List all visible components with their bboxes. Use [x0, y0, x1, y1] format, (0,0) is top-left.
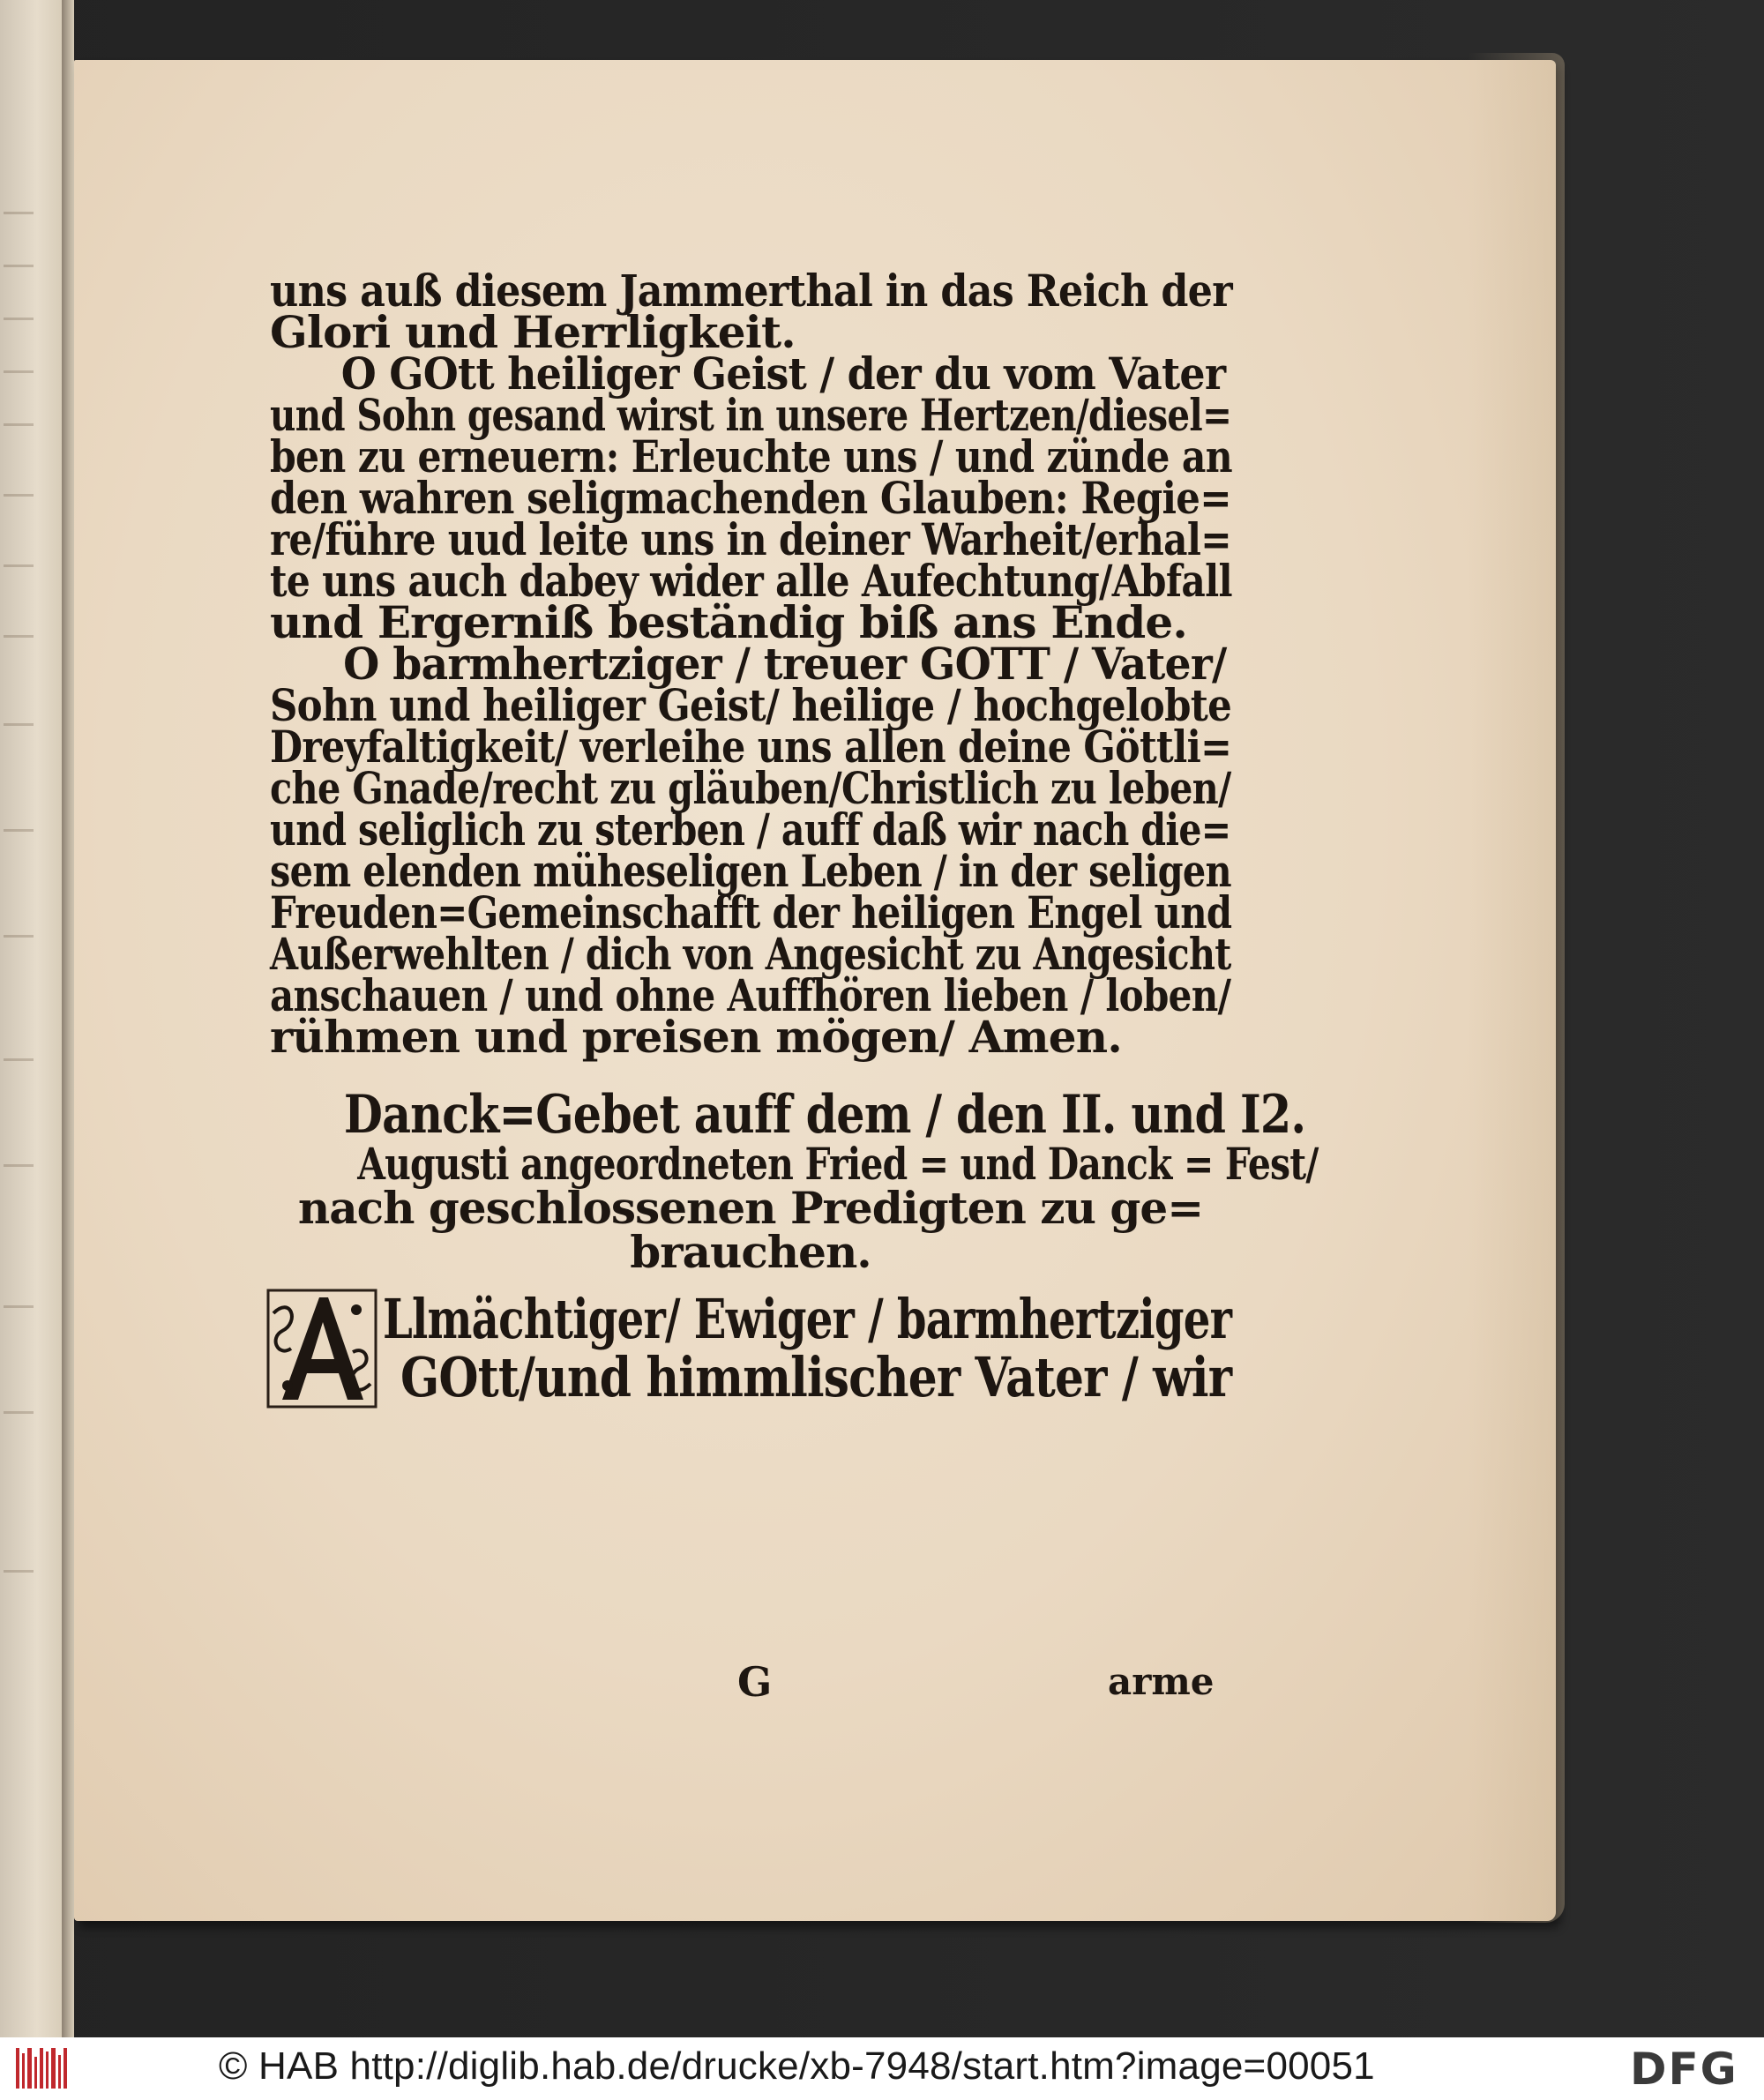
section-heading-line: nach geschlossenen Predigten zu ge=: [297, 1182, 1204, 1234]
text-line: Dreyfaltigkeit/ verleihe uns allen deine Göttli=: [270, 721, 1232, 773]
page-text: [270, 265, 1319, 1414]
text-line: und Ergerniß beständig biß ans Ende.: [270, 596, 1187, 648]
ornamental-initial-a-icon: [265, 1287, 379, 1410]
dropcap-line: Llmächtiger/ Ewiger / barmhertziger: [383, 1287, 1232, 1351]
text-line: te uns auch dabey wider alle Aufechtung/Abfall: [270, 555, 1232, 607]
text-line: anschauen / und ohne Auffhören lieben / loben/: [270, 969, 1231, 1021]
signature-mark: G: [737, 1658, 773, 1706]
text-line: O GOtt heiliger Geist / der du vom Vater: [340, 348, 1226, 400]
text-line: re/führe uud leite uns in deiner Warheit/erhal=: [270, 513, 1231, 565]
text-line: Glori und Herrligkeit.: [270, 306, 796, 358]
text-line: Freuden=Gemeinschafft der heiligen Engel und: [270, 886, 1232, 938]
text-line: und Sohn gesand wirst in unsere Hertzen/diesel=: [270, 389, 1232, 441]
document-page: [74, 60, 1556, 1921]
text-line: Außerwehlten / dich von Angesicht zu Angesicht: [270, 928, 1231, 980]
text-line: den wahren seligmachenden Glauben: Regie=: [270, 472, 1231, 524]
dropcap-line: GOtt/und himmlischer Vater / wir: [400, 1345, 1232, 1409]
text-line: O barmhertziger / treuer GOTT / Vater/: [343, 638, 1227, 690]
barcode-icon: [16, 2048, 69, 2089]
copyright-url[interactable]: © HAB http://diglib.hab.de/drucke/xb-7948/start.htm?image=00051: [219, 2044, 1375, 2088]
text-line: che Gnade/recht zu gläuben/Christlich zu leben/: [270, 762, 1231, 814]
dropcap-paragraph: [270, 1287, 1232, 1414]
text-line: rühmen und preisen mögen/ Amen.: [270, 1011, 1122, 1063]
text-line: uns auß diesem Jammerthal in das Reich der: [270, 265, 1232, 317]
section-heading: Danck=Gebet auff dem / den II. und I2.: [343, 1084, 1306, 1146]
text-line: Sohn und heiliger Geist/ heilige / hochgelobte: [270, 679, 1232, 731]
text-line: und seliglich zu sterben / auff daß wir nach die=: [270, 803, 1231, 856]
adjacent-page-edge: [0, 0, 64, 2037]
catchword: arme: [1108, 1660, 1215, 1703]
dfg-logo: DFG: [1630, 2044, 1738, 2095]
text-line: sem elenden müheseligen Leben / in der seligen: [270, 845, 1231, 897]
text-line: ben zu erneuern: Erleuchte uns / und zünde an: [270, 430, 1232, 482]
footer-bar: [0, 2037, 1764, 2100]
section-heading-line: brauchen.: [630, 1226, 871, 1278]
section-heading-line: Augusti angeordneten Fried = und Danck = Fest/: [357, 1138, 1319, 1190]
book-gutter: [62, 0, 74, 2037]
